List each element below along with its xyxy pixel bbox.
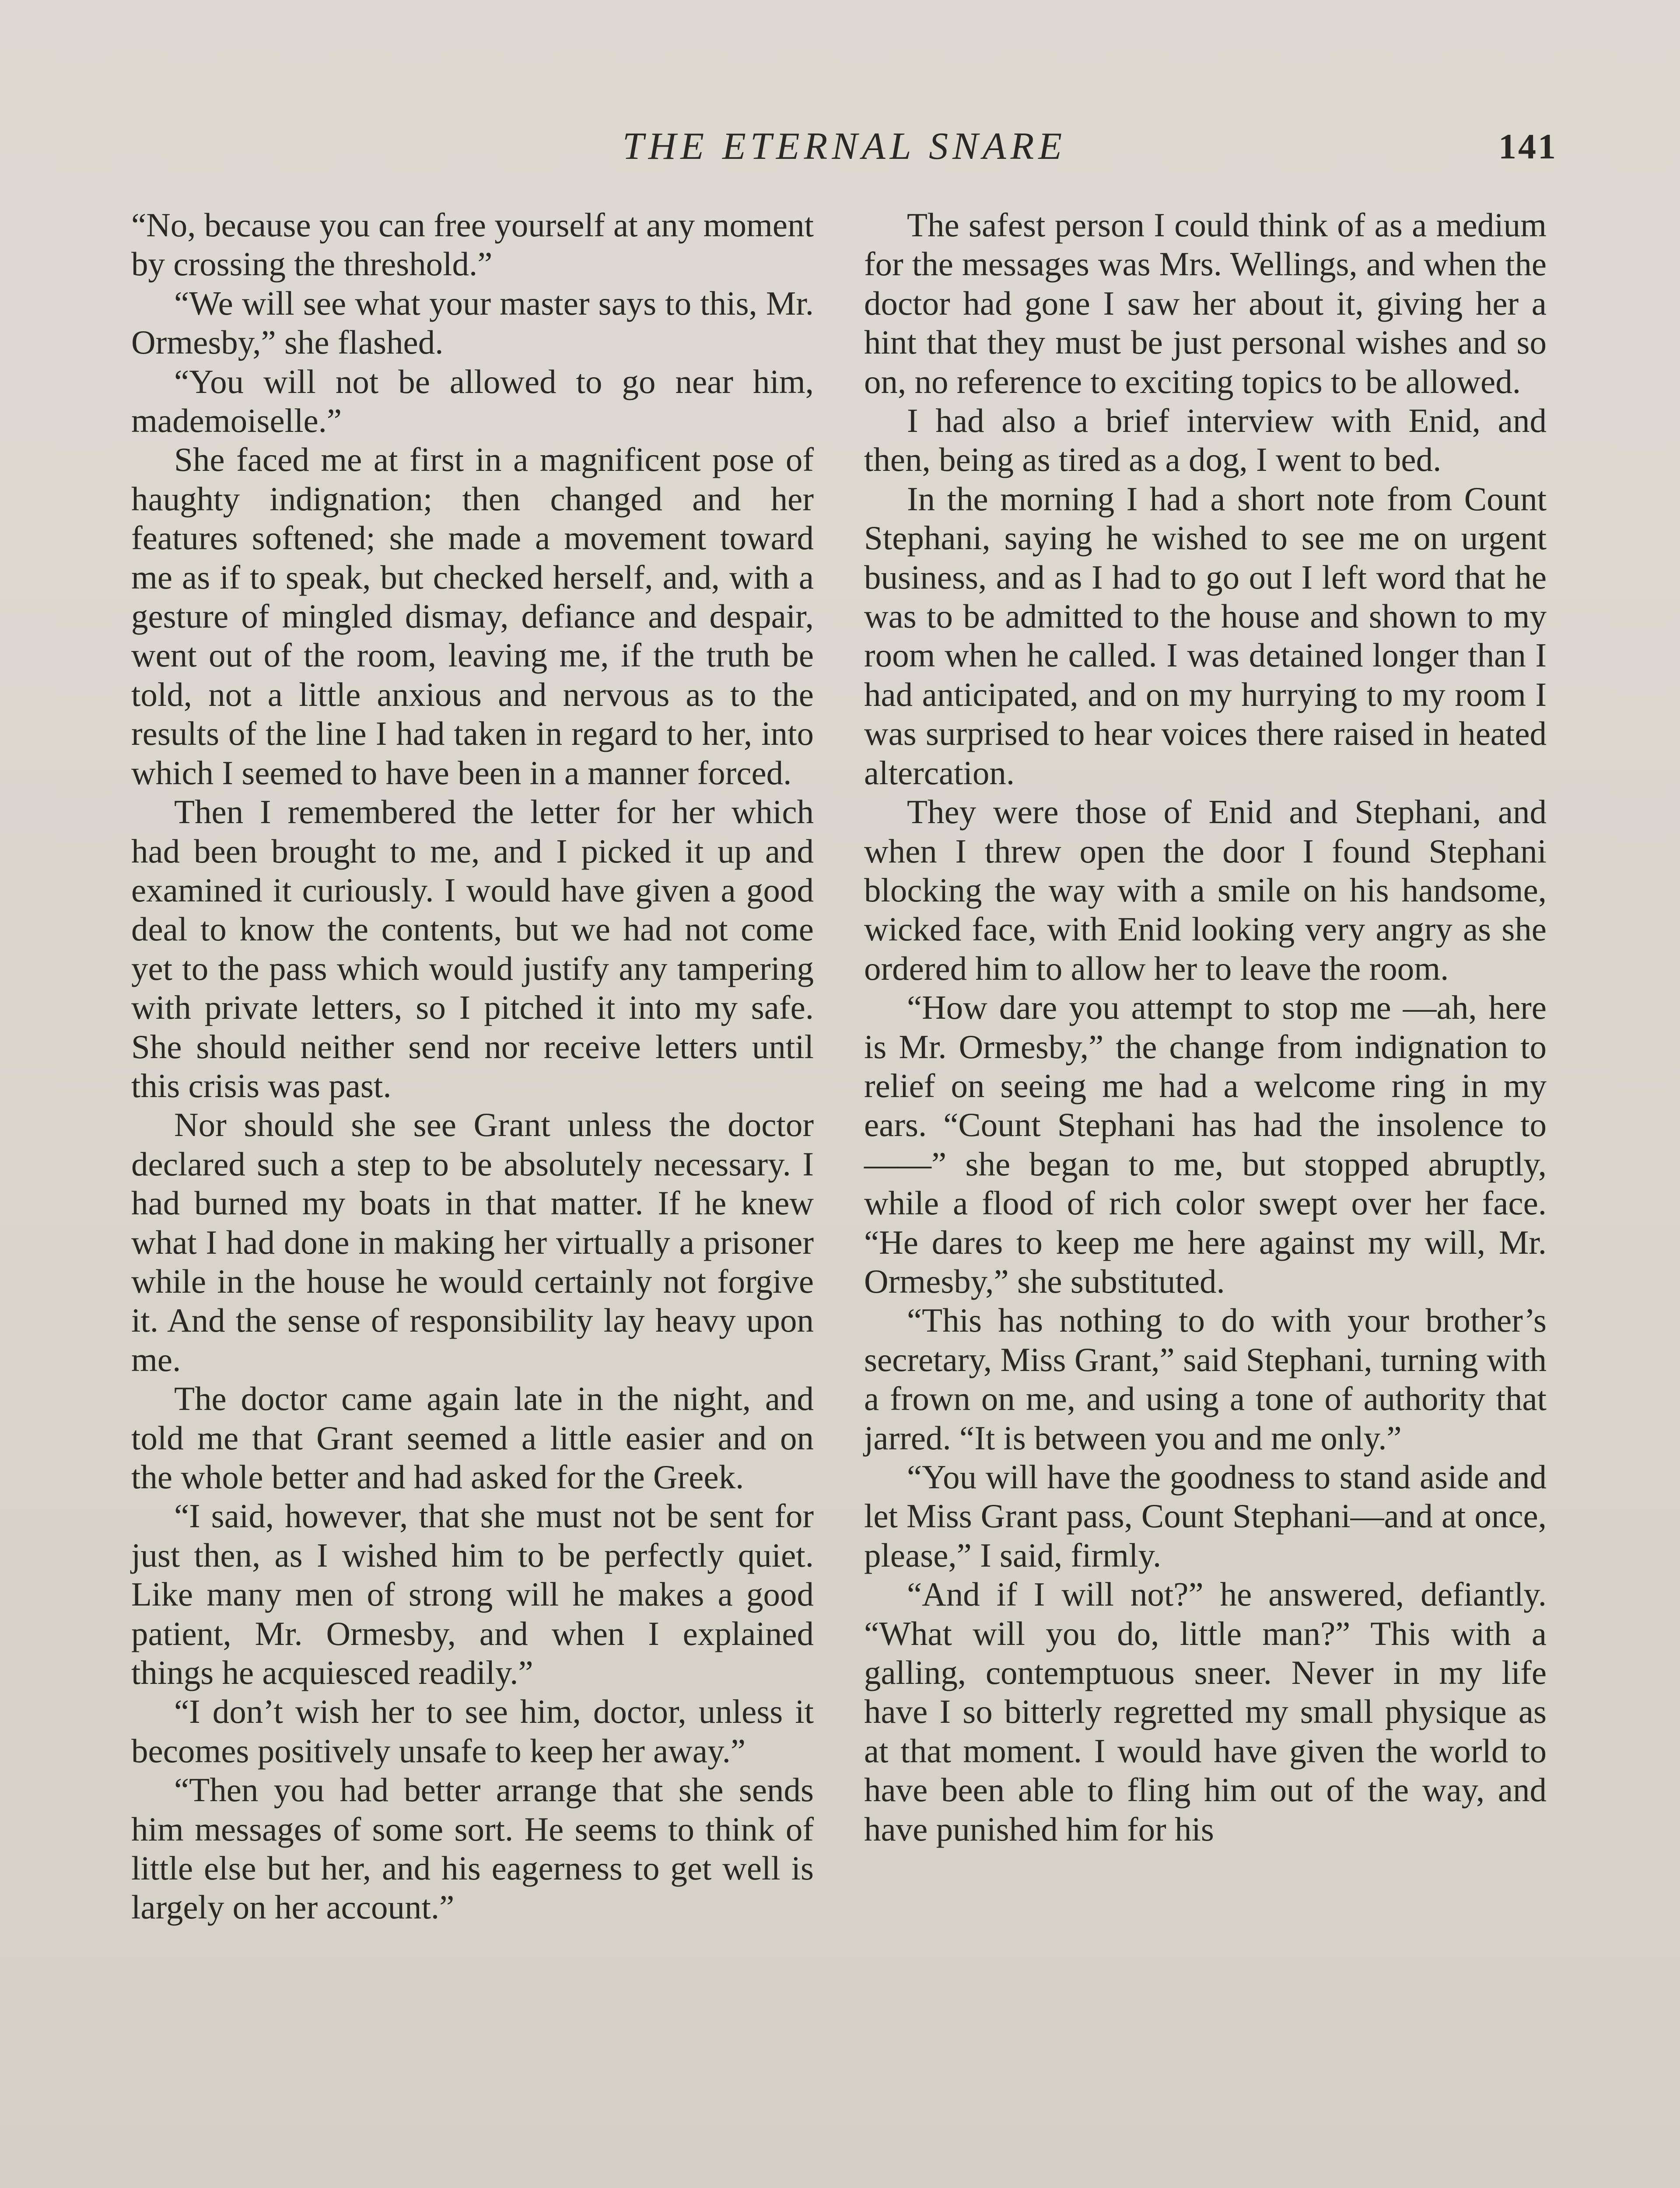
paragraph: They were those of Enid and Stephani, and when I threw open the door I found Stephani blocking the way with a smile on his handsome, wicked face, with Enid looking very angry as she ordered him to allow her to leave the room. [864,793,1547,987]
paragraph: “You will have the goodness to stand aside and let Miss Grant pass, Count Stephani—and at once, please,” I said, firmly. [864,1458,1547,1574]
paragraph: “You will not be allowed to go near him, mademoiselle.” [131,362,814,440]
paragraph: Nor should she see Grant unless the doctor declared such a step to be absolutely necessary. I had burned my boats in that matter. If he knew what I had done in making her virtually a prisoner while in the house he would certainly not forgive it. And the sense of responsibility lay heavy upon me. [131,1106,814,1378]
running-title: THE ETERNAL SNARE [622,125,1067,168]
left-column [131,206,814,1927]
paragraph: “No, because you can free yourself at any moment by crossing the threshold.” [131,206,814,283]
running-header [131,118,1558,175]
paragraph: The doctor came again late in the night, and told me that Grant seemed a little easier and on the whole better and had asked for the Greek. [131,1380,814,1496]
paragraph: “I said, however, that she must not be sent for just then, as I wished him to be perfectly quiet. Like many men of strong will he makes a good patient, Mr. Ormesby, and when I explained things he acquiesced readily.” [131,1497,814,1692]
paragraph: Then I remembered the letter for her which had been brought to me, and I picked it up and examined it curiously. I would have given a good deal to know the contents, but we had not come yet to the pass which would justify any tampering with private letters, so I pitched it into my safe. She should neither send nor receive letters until this crisis was past. [131,793,814,1105]
paragraph: She faced me at first in a magnificent pose of haughty indignation; then changed and her features softened; she made a movement toward me as if to speak, but checked herself, and, with a gesture of mingled dismay, defiance and despair, went out of the room, leaving me, if the truth be told, not a little anxious and nervous as to the results of the line I had taken in regard to her, into which I seemed to have been in a manner forced. [131,441,814,792]
paragraph: In the morning I had a short note from Count Stephani, saying he wished to see me on urgent business, and as I had to go out I left word that he was to be admitted to the house and shown to my room when he called. I was detained longer than I had anticipated, and on my hurrying to my room I was surprised to hear voices there raised in heated altercation. [864,480,1547,792]
right-column [864,206,1547,1849]
paragraph: The safest person I could think of as a medium for the messages was Mrs. Wellings, and when the doctor had gone I saw her about it, giving her a hint that they must be just personal wishes and so on, no reference to exciting topics to be allowed. [864,206,1547,400]
paragraph: “We will see what your master says to this, Mr. Ormesby,” she flashed. [131,284,814,361]
paragraph: “How dare you attempt to stop me —ah, here is Mr. Ormesby,” the change from indignation to relief on seeing me had a welcome ring in my ears. “Count Stephani has had the insolence to——” she began to me, but stopped abruptly, while a flood of rich color swept over her face. “He dares to keep me here against my will, Mr. Ormesby,” she substituted. [864,989,1547,1300]
paragraph: “And if I will not?” he answered, defiantly. “What will you do, little man?” This with a galling, contemptuous sneer. Never in my life have I so bitterly regretted my small physique as at that moment. I would have given the world to have been able to fling him out of the way, and have punished him for his [864,1575,1547,1848]
page-number: 141 [1498,126,1558,166]
paragraph: “I don’t wish her to see him, doctor, unless it becomes positively unsafe to keep her away.” [131,1693,814,1770]
paragraph: “This has nothing to do with your brother’s secretary, Miss Grant,” said Stephani, turning with a frown on me, and using a tone of authority that jarred. “It is between you and me only.” [864,1301,1547,1457]
paragraph: “Then you had better arrange that she sends him messages of some sort. He seems to think of little else but her, and his eagerness to get well is largely on her account.” [131,1771,814,1926]
paragraph: I had also a brief interview with Enid, and then, being as tired as a dog, I went to bed. [864,402,1547,479]
